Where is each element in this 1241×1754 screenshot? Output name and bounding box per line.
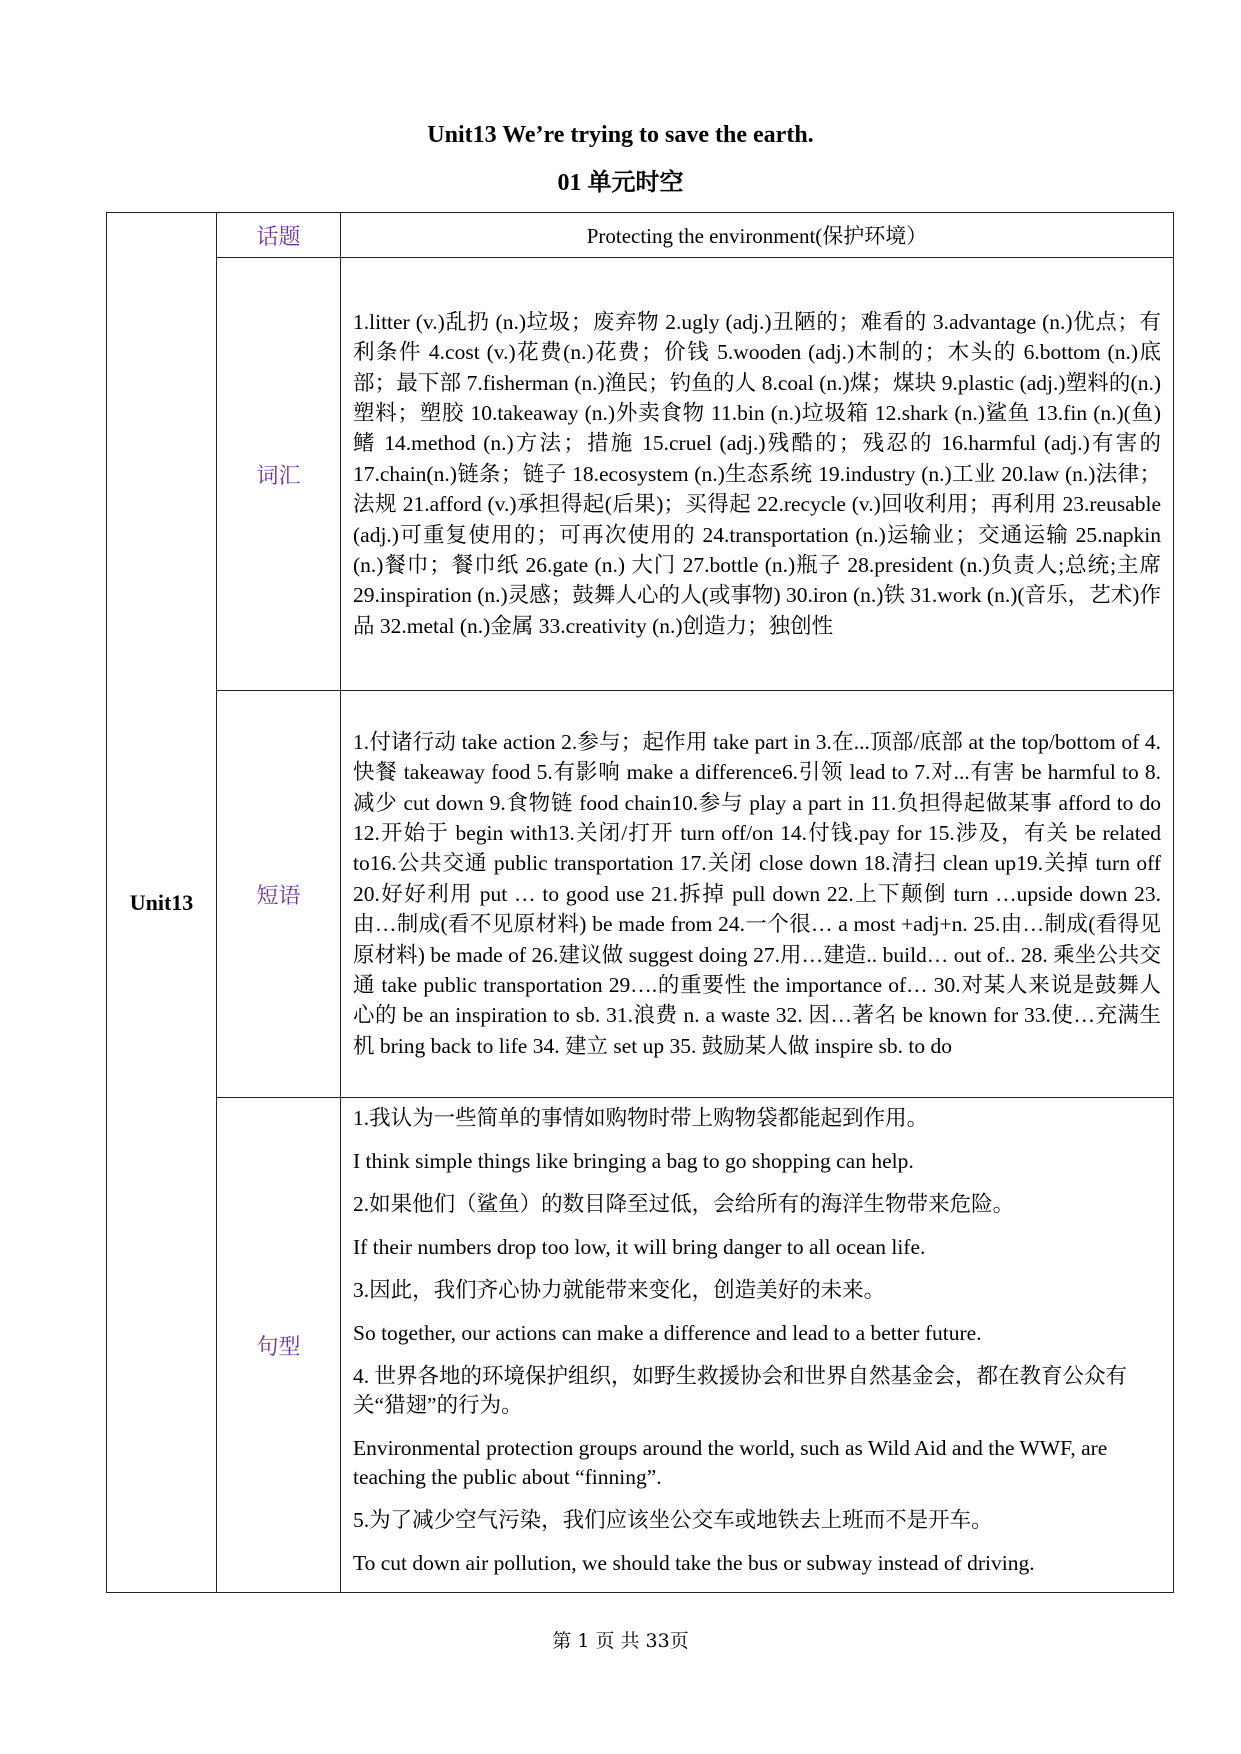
sentence-en-3: So together, our actions can make a difference and lead to a better future. — [353, 1321, 982, 1345]
sentence-zh-5: 5.为了减少空气污染，我们应该坐公交车或地铁去上班而不是开车。 — [353, 1508, 993, 1532]
topic-content: Protecting the environment(保护环境） — [341, 213, 1174, 258]
unit-name-cell: Unit13 — [107, 213, 217, 1593]
vocabulary-content: 1.litter (v.)乱扔 (n.)垃圾；废弃物 2.ugly (adj.)丑陋的；难看的 3.advantage (n.)优点；有利条件 4.cost (v.)花费(n.)花费；价钱 5.wooden (adj.)木制的；木头的 6.bottom (n.)底部；最下部 7.fisherman (n.)渔民；钓鱼的人 8.coal (n.)煤；煤块 9.plastic (adj.)塑料的(n.)塑料；塑胶 10.takeaway (n.)外卖食物 11.bin (n.)垃圾箱 12.shark (n.)鲨鱼 13.fin (n.)(鱼)鳍 14.method (n.)方法；措施 15.cruel (adj.)残酷的；残忍的 16.harmful (adj.)有害的 17.chain(n.)链条；链子 18.ecosystem (n.)生态系统 19.industry (n.)工业 20.law (n.)法律；法规 21.afford (v.)承担得起(后果)；买得起 22.recycle (v.)回收利用；再利用 23.reusable (adj.)可重复使用的；可再次使用的 24.transportation (n.)运输业；交通运输 25.napkin (n.)餐巾；餐巾纸 26.gate (n.) 大门 27.bottle (n.)瓶子 28.president (n.)负责人;总统;主席 29.inspiration (n.)灵感；鼓舞人心的人(或事物) 30.iron (n.)铁 31.work (n.)(音乐，艺术)作品 32.metal (n.)金属 33.creativity (n.)创造力；独创性 — [341, 258, 1174, 691]
phrases-content: 1.付诸行动 take action 2.参与；起作用 take part in 3.在...顶部/底部 at the top/bottom of 4.快餐 takeaway food 5.有影响 make a difference6.引领 lead to 7.对...有害 be harmful to 8.减少 cut down 9.食物链 food chain10.参与 play a part in 11.负担得起做某事 afford to do 12.开始于 begin with13.关闭/打开 turn off/on 14.付钱.pay for 15.涉及，有关 be related to16.公共交通 public transportation 17.关闭 close down 18.清扫 clean up19.关掉 turn off 20.好好利用 put … to good use 21.拆掉 pull down 22.上下颠倒 turn …upside down 23.由…制成(看不见原材料) be made from 24.一个很… a most +adj+n. 25.由…制成(看得见原材料) be made of 26.建议做 suggest doing 27.用…建造.. build… out of.. 28. 乘坐公共交通 take public transportation 29….的重要性 the importance of… 30.对某人来说是鼓舞人心的 be an inspiration to sb. 31.浪费 n. a waste 32. 因…著名 be known for 33.使…充满生机 bring back to life 34. 建立 set up 35. 鼓励某人做 inspire sb. to do — [341, 691, 1174, 1098]
footer-total-pages: 33 — [645, 1630, 670, 1652]
sentences-label: 句型 — [217, 1098, 341, 1593]
document-title: Unit13 We’re trying to save the earth. — [427, 122, 814, 148]
page-footer — [0, 1628, 1241, 1654]
sentence-en-1: I think simple things like bringing a bag to go shopping can help. — [353, 1149, 914, 1173]
sentence-zh-3: 3.因此，我们齐心协力就能带来变化，创造美好的未来。 — [353, 1278, 886, 1302]
sentence-zh-4: 4. 世界各地的环境保护组织，如野生救援协会和世界自然基金会，都在教育公众有关“猎翅”的行为。 — [353, 1364, 1128, 1417]
footer-suffix: 页 — [669, 1630, 689, 1652]
topic-row — [107, 213, 1174, 258]
footer-middle: 页 共 — [595, 1630, 640, 1652]
vocabulary-row — [107, 258, 1174, 691]
section-heading: 01 单元时空 — [557, 170, 684, 196]
phrases-row — [107, 691, 1174, 1098]
footer-page-number: 1 — [577, 1630, 590, 1652]
unit-overview-table — [106, 212, 1174, 1593]
vocabulary-label: 词汇 — [217, 258, 341, 691]
sentence-en-4: Environmental protection groups around the world, such as Wild Aid and the WWF, are teaching the public about “finning”. — [353, 1436, 1108, 1489]
sentence-en-5: To cut down air pollution, we should take the bus or subway instead of driving. — [353, 1551, 1035, 1575]
sentences-content — [341, 1098, 1174, 1593]
topic-label: 话题 — [217, 213, 341, 258]
sentences-row — [107, 1098, 1174, 1593]
phrases-label: 短语 — [217, 691, 341, 1098]
sentence-en-2: If their numbers drop too low, it will bring danger to all ocean life. — [353, 1235, 926, 1259]
sentence-zh-1: 1.我认为一些简单的事情如购物时带上购物袋都能起到作用。 — [353, 1106, 929, 1130]
footer-prefix: 第 — [552, 1630, 572, 1652]
sentence-zh-2: 2.如果他们（鲨鱼）的数目降至过低，会给所有的海洋生物带来危险。 — [353, 1192, 1015, 1216]
